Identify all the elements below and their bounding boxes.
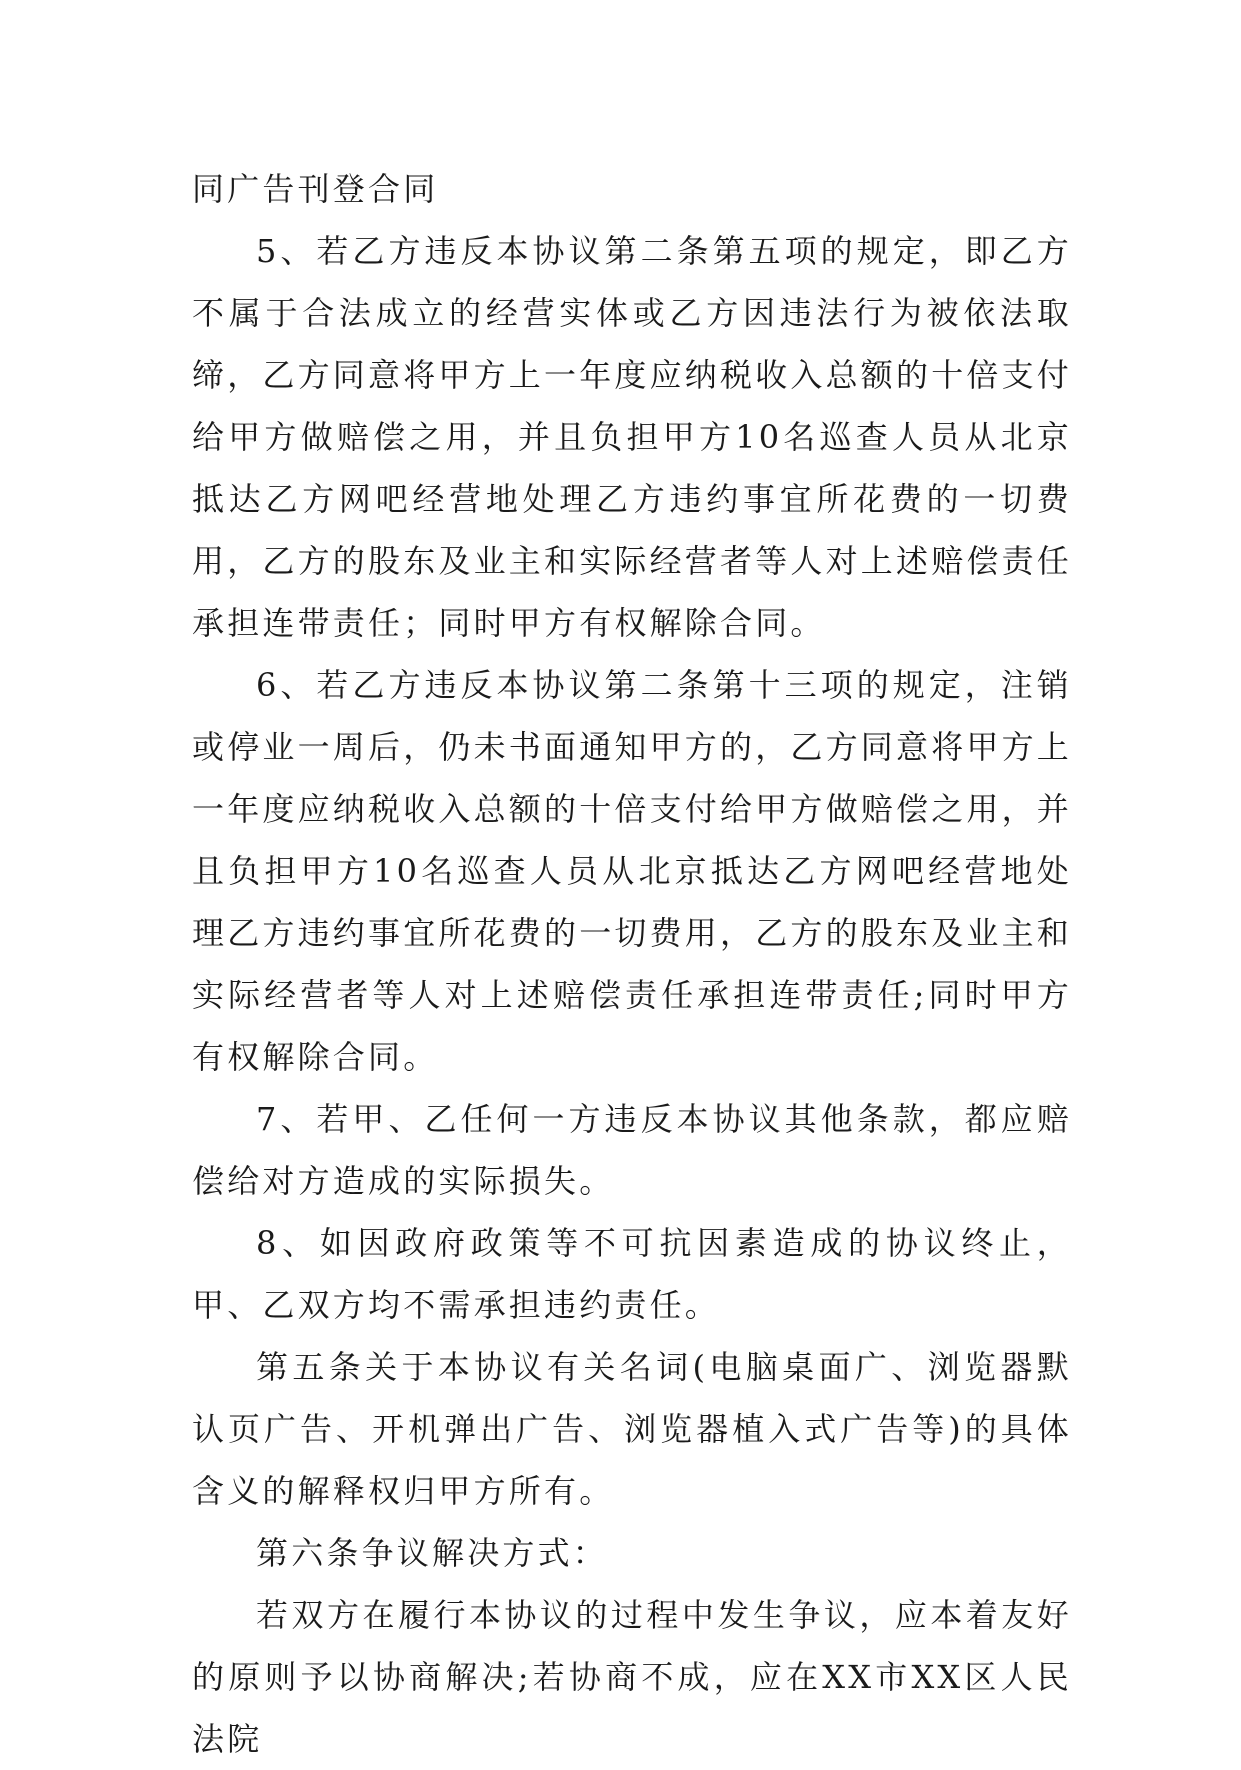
document-body xyxy=(192,158,1072,1770)
paragraph-clause-8: 8、如因政府政策等不可抗因素造成的协议终止，甲、乙双方均不需承担违约责任。 xyxy=(192,1224,1072,1324)
paragraph-continuation: 同广告刊登合同 xyxy=(192,170,439,208)
paragraph-clause-6: 6、若乙方违反本协议第二条第十三项的规定，注销或停业一周后，仍未书面通知甲方的，乙方同意将甲方上一年度应纳税收入总额的十倍支付给甲方做赔偿之用，并且负担甲方10名巡查人员从北京抵达乙方网吧经营地处理乙方违约事宜所花费的一切费用，乙方的股东及业主和实际经营者等人对上述赔偿责任承担连带责任;同时甲方有权解除合同。 xyxy=(192,666,1073,1076)
paragraph-clause-7: 7、若甲、乙任何一方违反本协议其他条款，都应赔偿给对方造成的实际损失。 xyxy=(192,1100,1072,1200)
paragraph-dispute-resolution: 若双方在履行本协议的过程中发生争议，应本着友好的原则予以协商解决;若协商不成，应在XX市XX区人民法院 xyxy=(192,1596,1072,1758)
paragraph-article-6-heading: 第六条争议解决方式： xyxy=(256,1534,609,1572)
paragraph-clause-5: 5、若乙方违反本协议第二条第五项的规定，即乙方不属于合法成立的经营实体或乙方因违法行为被依法取缔，乙方同意将甲方上一年度应纳税收入总额的十倍支付给甲方做赔偿之用，并且负担甲方10名巡查人员从北京抵达乙方网吧经营地处理乙方违约事宜所花费的一切费用，乙方的股东及业主和实际经营者等人对上述赔偿责任承担连带责任；同时甲方有权解除合同。 xyxy=(192,232,1073,642)
paragraph-article-5: 第五条关于本协议有关名词(电脑桌面广、浏览器默认页广告、开机弹出广告、浏览器植入式广告等)的具体含义的解释权归甲方所有。 xyxy=(192,1348,1072,1510)
